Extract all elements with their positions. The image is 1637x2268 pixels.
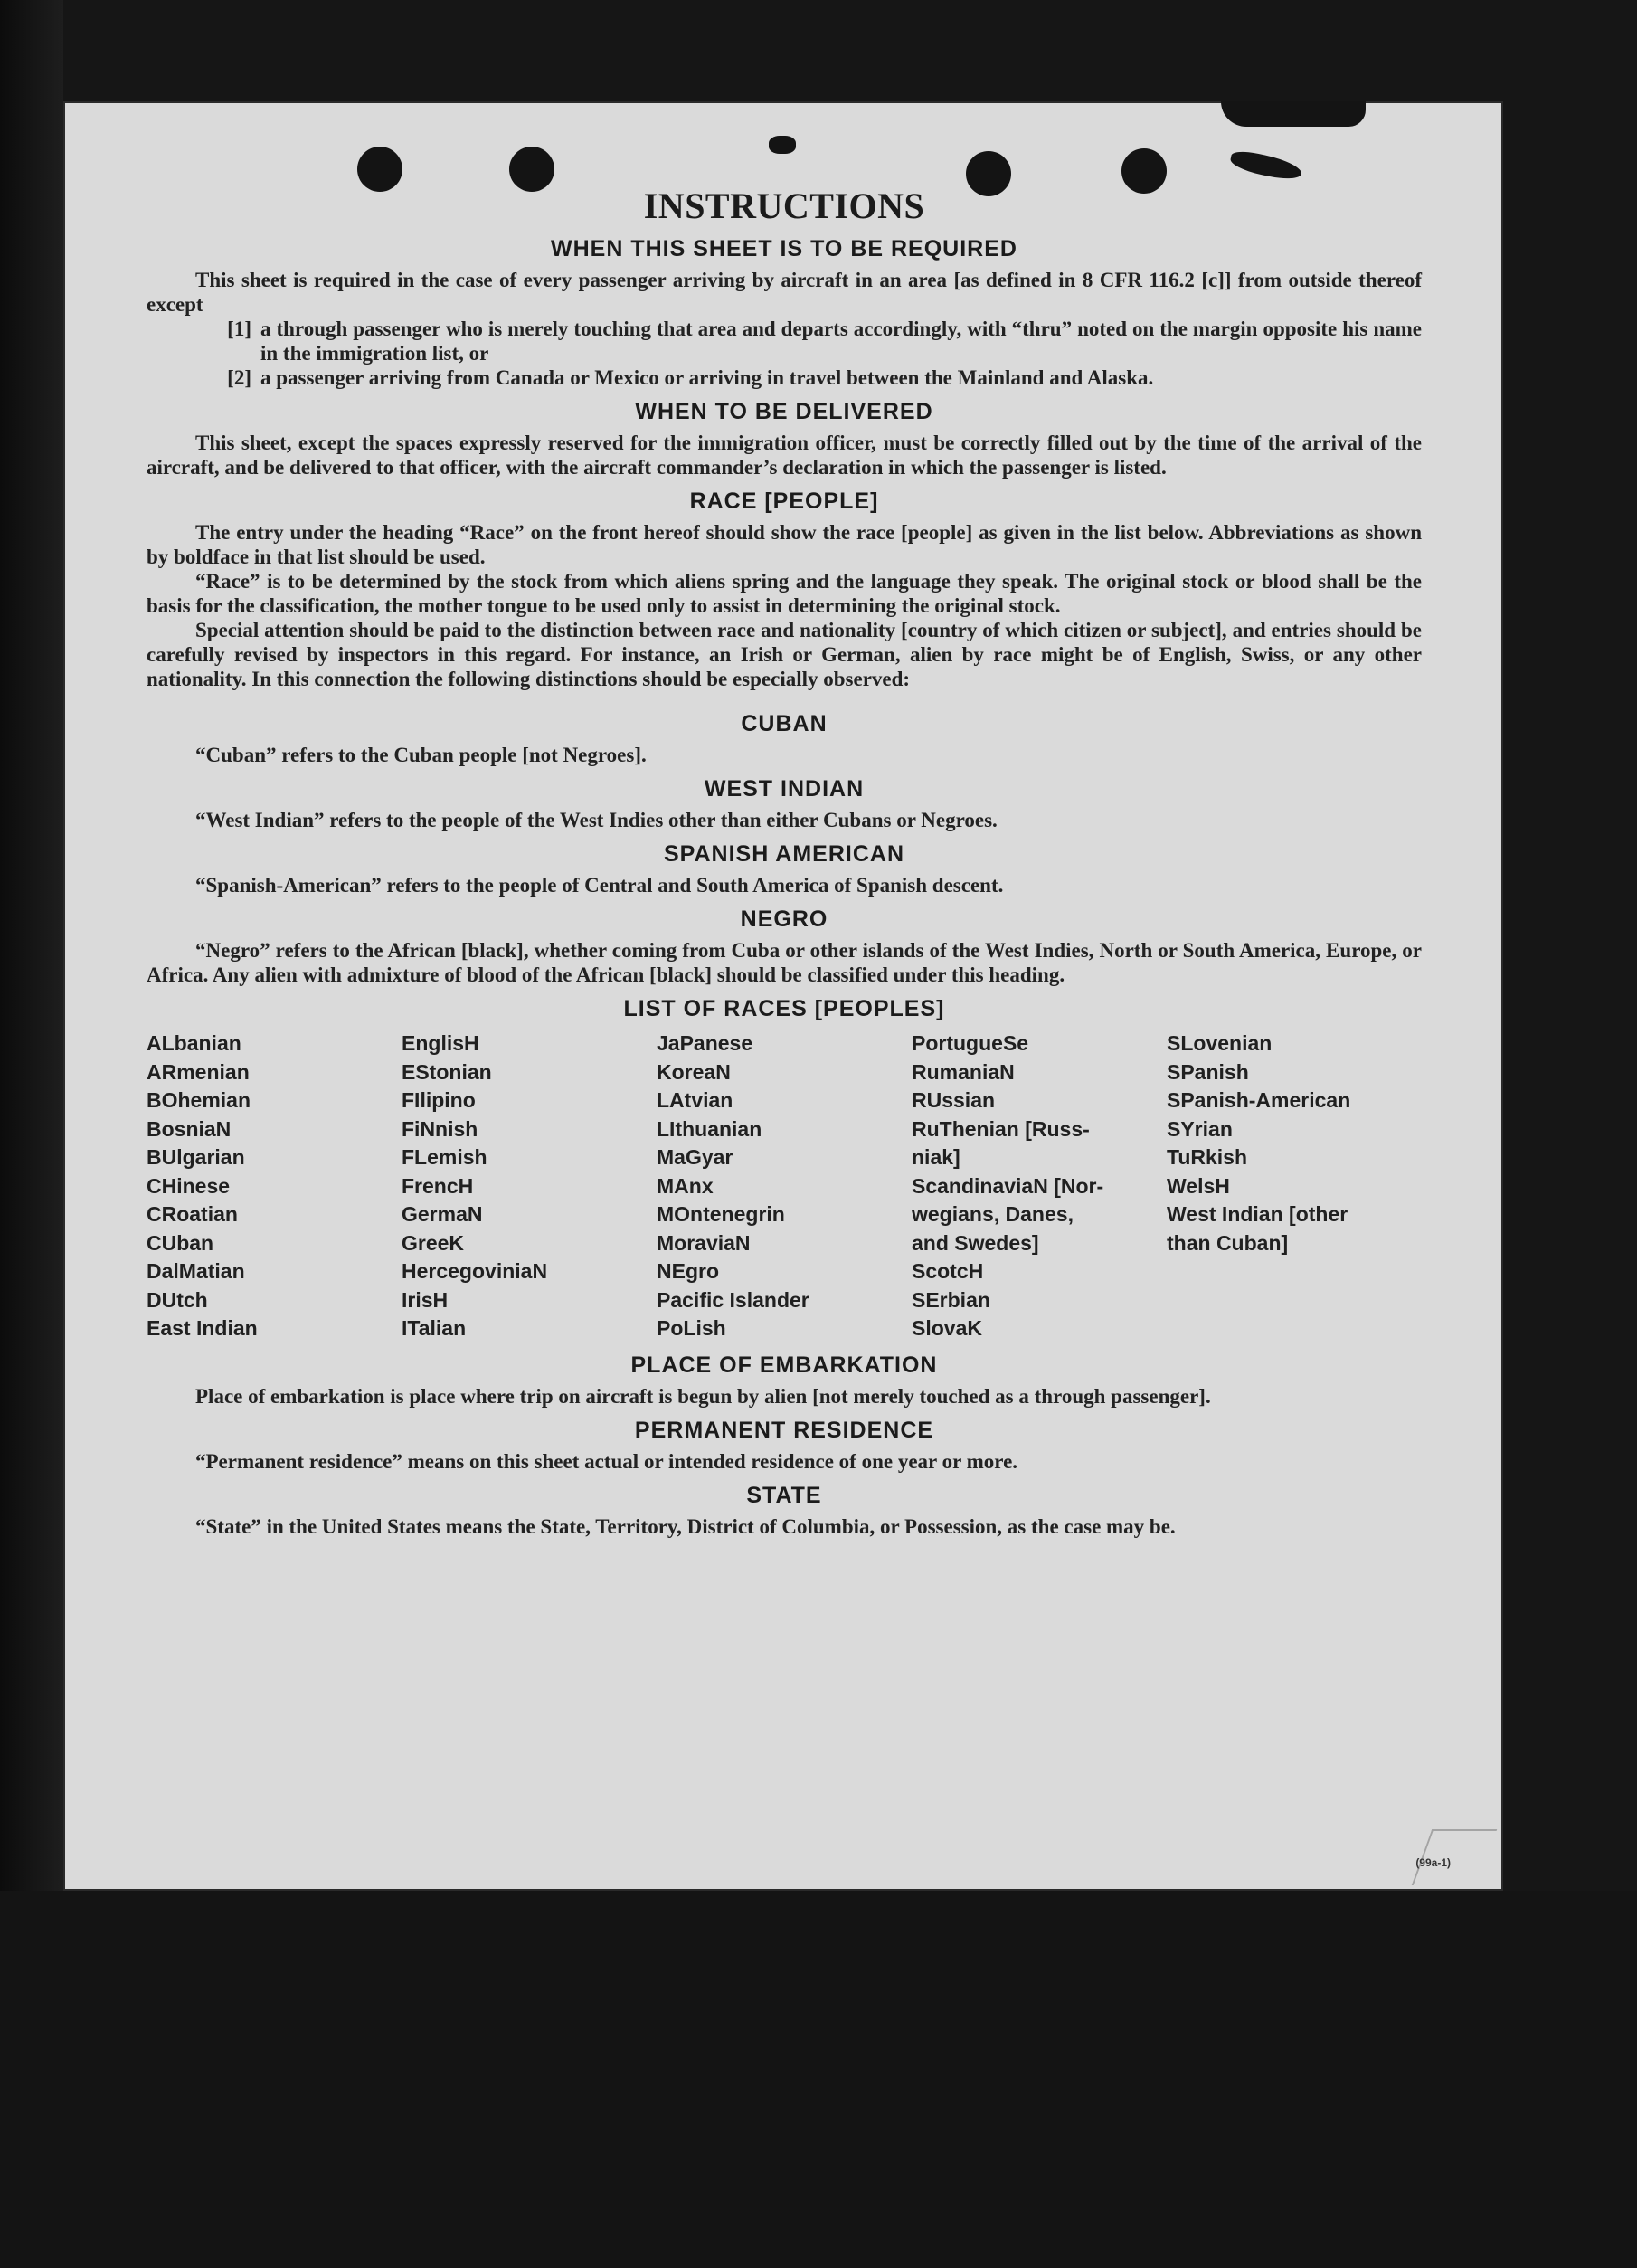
- race-entry: RumaniaN: [912, 1059, 1015, 1084]
- embarkation-text: Place of embarkation is place where trip on aircraft is begun by alien [not merely touched as a through passenger].: [195, 1384, 1211, 1408]
- race-entry: CRoatian: [147, 1202, 238, 1226]
- form-code: (99a-1): [1415, 1856, 1451, 1869]
- race-entry: FIlipino: [402, 1088, 476, 1112]
- race-entry: FLemish: [402, 1145, 487, 1169]
- race-entry: MOntenegrin: [657, 1202, 785, 1226]
- race-entry: SlovaK: [912, 1316, 982, 1340]
- race-entry: SPanish-American: [1167, 1088, 1351, 1112]
- heading-race: RACE [PEOPLE]: [689, 489, 879, 514]
- race-entry: MaGyar: [657, 1145, 733, 1169]
- race-paragraph: “Race” is to be determined by the stock from which aliens spring and the language they speak. The original stock or blood shall be the basis for the classification, the mother tongue to be used only to assist in determining the original stock.: [147, 570, 1422, 617]
- race-entry: BosniaN: [147, 1116, 232, 1141]
- race-entry: JaPanese: [657, 1031, 753, 1055]
- race-entry: RUssian: [912, 1088, 996, 1112]
- required-intro: This sheet is required in the case of every passenger arriving by aircraft in an area [as defined in 8 CFR 116.2 [c]] from outside thereof except: [147, 269, 1422, 316]
- state-text: “State” in the United States means the State, Territory, District of Columbia, or Possession, as the case may be.: [195, 1514, 1176, 1538]
- race-entry: HercegoviniaN: [402, 1259, 548, 1283]
- race-entry: ScandinaviaN [Nor- wegians, Danes, and Swedes]: [912, 1173, 1104, 1255]
- heading-west-indian: WEST INDIAN: [704, 776, 865, 802]
- race-entry: BOhemian: [147, 1088, 251, 1112]
- race-entry: FiNnish: [402, 1116, 478, 1141]
- exceptions-list: [147, 317, 1422, 390]
- race-entry: DalMatian: [147, 1259, 245, 1283]
- heading-cuban: CUBAN: [741, 711, 828, 736]
- paper-tear: [1229, 148, 1304, 183]
- race-entry: SYrian: [1167, 1116, 1233, 1141]
- race-entry: West Indian [other than Cuban]: [1167, 1202, 1348, 1255]
- race-entry: TuRkish: [1167, 1145, 1248, 1169]
- race-entry: EStonian: [402, 1059, 492, 1084]
- race-paragraph: The entry under the heading “Race” on the front hereof should show the race [people] as given in the list below. Abbreviations as shown by boldface in that list should be used.: [147, 521, 1422, 568]
- heading-list-of-races: LIST OF RACES [PEOPLES]: [623, 996, 945, 1021]
- races-column: [912, 1030, 1167, 1343]
- document-page: [63, 101, 1503, 1891]
- heading-embarkation: PLACE OF EMBARKATION: [630, 1352, 938, 1378]
- race-entry: WelsH: [1167, 1173, 1230, 1198]
- race-entry: SErbian: [912, 1287, 990, 1312]
- race-entry: GermaN: [402, 1202, 483, 1226]
- race-entry: CUban: [147, 1230, 214, 1255]
- west-indian-text: “West Indian” refers to the people of the West Indies other than either Cubans or Negroes.: [195, 809, 998, 831]
- race-entry: CHinese: [147, 1173, 231, 1198]
- race-paragraph: Special attention should be paid to the distinction between race and nationality [country of which citizen or subject], and entries should be carefully revised by inspectors in this regard. For instance, an Irish or German, alien by race might be of English, Swiss, or any other nationality. In this connection the following distinctions should be especially observed:: [147, 619, 1422, 690]
- race-entry: East Indian: [147, 1316, 258, 1340]
- race-entry: NEgro: [657, 1259, 719, 1283]
- race-entry: IrisH: [402, 1287, 449, 1312]
- races-table: [147, 1030, 1422, 1343]
- exception-number: [1]: [227, 318, 251, 340]
- scan-border-bottom: [0, 1891, 1637, 2268]
- exception-number: [2]: [227, 366, 251, 389]
- heading-delivered: WHEN TO BE DELIVERED: [635, 399, 933, 424]
- spanish-american-text: “Spanish-American” refers to the people of Central and South America of Spanish descent.: [195, 874, 1004, 897]
- exception-text: a passenger arriving from Canada or Mexico or arriving in travel between the Mainland and Alaska.: [260, 366, 1154, 389]
- delivered-text: This sheet, except the spaces expressly reserved for the immigration officer, must be correctly filled out by the time of the arrival of the aircraft, and be delivered to that officer, with the aircraft commander’s declaration in which the passenger is listed.: [147, 432, 1422, 479]
- races-column: [147, 1030, 402, 1343]
- paper-tear: [769, 136, 796, 154]
- race-entry: RuThenian [Russ- niak]: [912, 1116, 1090, 1169]
- race-entry: MAnx: [657, 1173, 714, 1198]
- heading-negro: NEGRO: [740, 906, 828, 932]
- races-column: [657, 1030, 912, 1343]
- race-entry: ALbanian: [147, 1031, 241, 1055]
- race-entry: FrencH: [402, 1173, 474, 1198]
- heading-spanish-american: SPANISH AMERICAN: [663, 841, 904, 867]
- race-entry: Pacific Islander: [657, 1287, 809, 1312]
- heading-residence: PERMANENT RESIDENCE: [634, 1417, 934, 1443]
- race-entry: PoLish: [657, 1316, 726, 1340]
- race-entry: DUtch: [147, 1287, 208, 1312]
- exception-item: [179, 365, 1422, 390]
- race-entry: ITalian: [402, 1316, 467, 1340]
- cuban-text: “Cuban” refers to the Cuban people [not Negroes].: [195, 744, 647, 766]
- race-entry: ScotcH: [912, 1259, 984, 1283]
- instructions-content: [147, 185, 1422, 1539]
- race-entry: MoraviaN: [657, 1230, 751, 1255]
- heading-state: STATE: [746, 1482, 822, 1508]
- race-entry: GreeK: [402, 1230, 465, 1255]
- race-entry: PortugueSe: [912, 1031, 1029, 1055]
- heading-required: WHEN THIS SHEET IS TO BE REQUIRED: [551, 236, 1017, 261]
- race-entry: ARmenian: [147, 1059, 250, 1084]
- exception-item: [179, 317, 1422, 365]
- race-entry: SLovenian: [1167, 1031, 1273, 1055]
- race-entry: KoreaN: [657, 1059, 731, 1084]
- race-entry: SPanish: [1167, 1059, 1249, 1084]
- negro-text: “Negro” refers to the African [black], whether coming from Cuba or other islands of the West Indies, North or South America, Europe, or Africa. Any alien with admixture of blood of the African [black] should be classified under this heading.: [147, 939, 1422, 986]
- races-column: [1167, 1030, 1422, 1343]
- race-entry: EnglisH: [402, 1031, 479, 1055]
- residence-text: “Permanent residence” means on this sheet actual or intended residence of one year or more.: [195, 1449, 1018, 1473]
- race-entry: LAtvian: [657, 1088, 733, 1112]
- exception-text: a through passenger who is merely touching that area and departs accordingly, with “thru” noted on the margin opposite his name in the immigration list, or: [260, 318, 1422, 365]
- paper-tear: [1221, 101, 1366, 127]
- race-entry: LIthuanian: [657, 1116, 762, 1141]
- page-title: INSTRUCTIONS: [643, 185, 925, 226]
- races-column: [402, 1030, 657, 1343]
- race-entry: BUlgarian: [147, 1145, 245, 1169]
